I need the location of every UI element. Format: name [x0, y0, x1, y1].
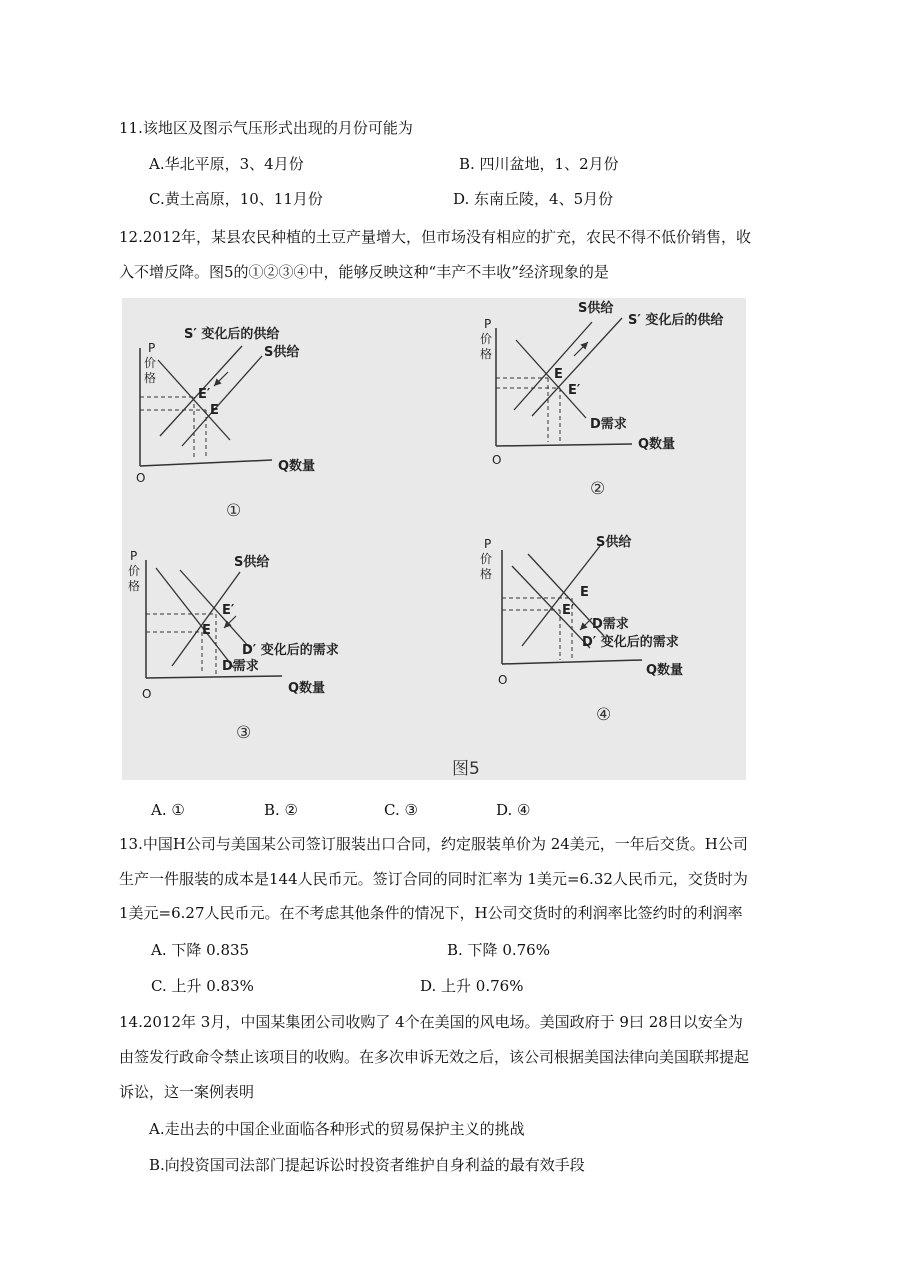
p3-price-label-1: 价 — [128, 564, 141, 578]
panel-4 — [480, 534, 683, 725]
q11-option-a: A.华北平原，3、4月份 — [149, 155, 304, 173]
p4-s-label: S供给 — [596, 535, 632, 550]
panel-3 — [128, 549, 339, 743]
p1-e-prime-label: E′ — [198, 387, 211, 402]
q13-option-b: B. 下降 0.76% — [447, 941, 550, 959]
q12-option-a: A. ① — [151, 801, 185, 819]
p2-price-label-2: 格 — [480, 347, 493, 361]
p3-s-line — [172, 572, 240, 666]
q14-line1: 14.2012年 3月，中国某集团公司收购了 4个在美国的风电场。美国政府于 9曰 28日以安全为 — [119, 1013, 743, 1031]
q12-stem-line2: 入不增反降。图5的①②③④中，能够反映这种“丰产不丰收”经济现象的是 — [119, 263, 609, 281]
p2-s-label: S供给 — [578, 301, 614, 316]
p3-q-label: Q数量 — [288, 681, 326, 696]
q11-stem: 11.该地区及图示气压形式出现的月份可能为 — [119, 119, 413, 137]
q13-line2: 生产一件服装的成本是144人民币元。签订合同的同时汇率为 1美元=6.32人民币元，交货时为 — [119, 870, 748, 888]
p4-p-label: P — [484, 537, 492, 551]
p3-price-label-2: 格 — [128, 579, 141, 593]
p4-d-prime-label: D′ 变化后的需求 — [582, 635, 679, 650]
p4-q-label: Q数量 — [646, 663, 684, 678]
q12-option-d: D. ④ — [496, 801, 531, 819]
p3-s-label: S供给 — [234, 555, 270, 570]
figure-5-svg — [122, 298, 746, 780]
p2-p-label: P — [484, 317, 492, 331]
p1-p-label: P — [148, 341, 156, 355]
p4-price-label-2: 格 — [480, 567, 493, 581]
q12-option-c: C. ③ — [384, 801, 418, 819]
p4-e-prime-label: E′ — [562, 603, 575, 618]
p1-number: ① — [226, 501, 242, 521]
p2-d-label: D需求 — [590, 417, 627, 432]
p2-s-prime-label: S′ 变化后的供给 — [628, 313, 724, 328]
q12-option-b: B. ② — [264, 801, 299, 819]
q14-option-b: B.向投资国司法部门提起诉讼时投资者维护自身利益的最有效手段 — [149, 1156, 585, 1174]
p2-price-label-1: 价 — [480, 332, 493, 346]
p3-d-prime-label: D′ 变化后的需求 — [242, 643, 339, 658]
p4-d-label: D需求 — [592, 617, 629, 632]
q14-line3: 诉讼，这一案例表明 — [119, 1083, 255, 1101]
p3-origin: O — [142, 687, 152, 701]
p3-e-prime-label: E′ — [222, 603, 235, 618]
q11-option-d: D. 东南丘陵，4、5月份 — [453, 190, 614, 208]
panel-1 — [136, 326, 315, 521]
p3-d-prime-line — [180, 570, 250, 648]
q14-option-a: A.走出去的中国企业面临各种形式的贸易保护主义的挑战 — [149, 1120, 525, 1138]
p4-price-label-1: 价 — [480, 552, 493, 566]
p1-price-label-1: 价 — [144, 356, 157, 370]
q13-option-a: A. 下降 0.835 — [151, 941, 250, 959]
p1-price-label-2: 格 — [144, 371, 157, 385]
q11-option-c: C.黄土高原，10、11月份 — [149, 190, 323, 208]
p1-x-axis — [140, 460, 272, 466]
p3-p-label: P — [130, 549, 138, 563]
q13-line3: 1美元=6.27人民币元。在不考虑其他条件的情况下，H公司交货时的利润率比签约时的利润率 — [119, 904, 743, 922]
p4-e-label: E — [580, 585, 589, 600]
p4-number: ④ — [596, 705, 612, 725]
p2-q-label: Q数量 — [638, 437, 676, 452]
q13-line1: 13.中国H公司与美国某公司签订服装出口合同，约定服装单价为 24美元，一年后交货。H公司 — [119, 835, 748, 853]
panel-2 — [480, 300, 724, 499]
p1-origin: O — [136, 471, 146, 485]
p1-e-label: E — [210, 403, 219, 418]
p2-origin: O — [492, 453, 502, 467]
p1-q-label: Q数量 — [278, 459, 316, 474]
p3-e-label: E — [202, 623, 211, 638]
p3-d-label: D需求 — [222, 659, 259, 674]
figure-5 — [122, 298, 746, 780]
p4-x-axis — [502, 660, 642, 664]
p3-number: ③ — [236, 723, 252, 743]
p2-e-label: E — [554, 367, 563, 382]
figure-caption: 图5 — [452, 759, 480, 779]
q13-option-c: C. 上升 0.83% — [151, 977, 254, 995]
p1-s-label: S供给 — [264, 345, 300, 360]
p2-demand-line — [516, 340, 586, 418]
p2-number: ② — [590, 479, 606, 499]
q12-stem-line1: 12.2012年，某县农民种植的土豆产量增大，但市场没有相应的扩充，农民不得不低价销售，收 — [119, 228, 752, 246]
p1-s-prime-label: S′ 变化后的供给 — [184, 327, 280, 342]
p4-shift-arrow — [580, 618, 592, 630]
p3-x-axis — [146, 676, 282, 678]
q14-line2: 由签发行政命令禁止该项目的收购。在多次申诉无效之后，该公司根据美国法律向美国联邦提起 — [119, 1048, 750, 1066]
q13-option-d: D. 上升 0.76% — [420, 977, 524, 995]
p4-origin: O — [498, 673, 508, 687]
p2-e-prime-label: E′ — [568, 383, 581, 398]
p2-shift-arrow — [574, 342, 588, 356]
p2-s-prime-line — [532, 318, 622, 416]
p2-x-axis — [496, 444, 632, 446]
q11-option-b: B. 四川盆地，1、2月份 — [459, 155, 619, 173]
